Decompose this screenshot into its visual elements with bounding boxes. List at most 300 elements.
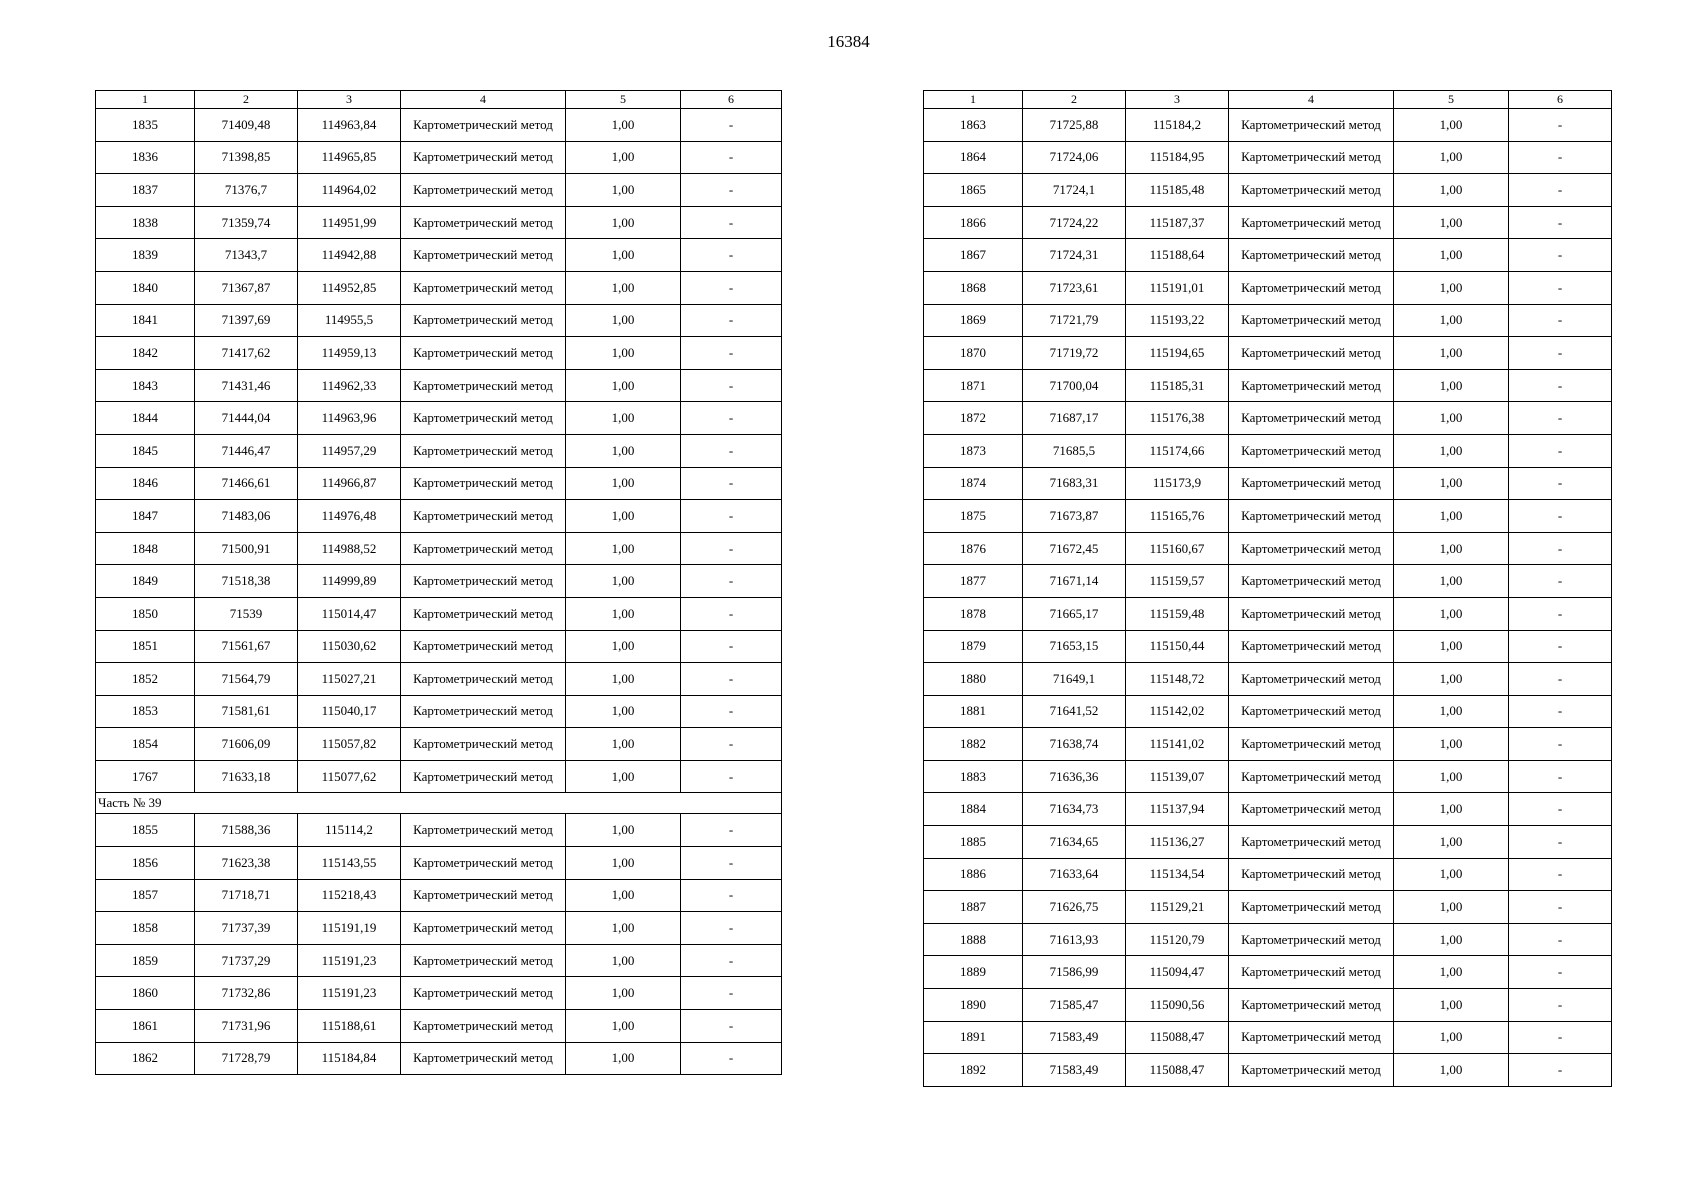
- note-cell: -: [1509, 923, 1612, 956]
- accuracy-cell: 1,00: [566, 728, 681, 761]
- note-cell: -: [681, 565, 782, 598]
- y-coordinate-cell: 114988,52: [298, 532, 401, 565]
- point-number-cell: 1878: [924, 597, 1023, 630]
- y-coordinate-cell: 115120,79: [1126, 923, 1229, 956]
- y-coordinate-cell: 114951,99: [298, 206, 401, 239]
- table-row: [96, 271, 782, 304]
- accuracy-cell: 1,00: [1394, 728, 1509, 761]
- x-coordinate-cell: 71732,86: [195, 977, 298, 1010]
- x-coordinate-cell: 71483,06: [195, 500, 298, 533]
- table-row: [96, 500, 782, 533]
- y-coordinate-cell: 114942,88: [298, 239, 401, 272]
- accuracy-cell: 1,00: [1394, 304, 1509, 337]
- method-cell: Картометрический метод: [1229, 239, 1394, 272]
- method-cell: Картометрический метод: [401, 500, 566, 533]
- table-row: [96, 814, 782, 847]
- accuracy-cell: 1,00: [566, 565, 681, 598]
- note-cell: -: [681, 500, 782, 533]
- accuracy-cell: 1,00: [1394, 695, 1509, 728]
- y-coordinate-cell: 115187,37: [1126, 206, 1229, 239]
- method-cell: Картометрический метод: [1229, 826, 1394, 859]
- accuracy-cell: 1,00: [566, 944, 681, 977]
- note-cell: -: [1509, 434, 1612, 467]
- x-coordinate-cell: 71687,17: [1023, 402, 1126, 435]
- accuracy-cell: 1,00: [1394, 109, 1509, 142]
- method-cell: Картометрический метод: [1229, 597, 1394, 630]
- page-number: 16384: [827, 32, 870, 51]
- accuracy-cell: 1,00: [566, 141, 681, 174]
- y-coordinate-cell: 114964,02: [298, 174, 401, 207]
- accuracy-cell: 1,00: [566, 109, 681, 142]
- method-cell: Картометрический метод: [1229, 695, 1394, 728]
- note-cell: -: [1509, 597, 1612, 630]
- y-coordinate-cell: 115027,21: [298, 663, 401, 696]
- table-row: [924, 597, 1612, 630]
- point-number-cell: 1883: [924, 760, 1023, 793]
- method-cell: Картометрический метод: [1229, 956, 1394, 989]
- note-cell: -: [1509, 891, 1612, 924]
- method-cell: Картометрический метод: [1229, 1021, 1394, 1054]
- note-cell: -: [681, 814, 782, 847]
- point-number-cell: 1858: [96, 912, 195, 945]
- y-coordinate-cell: 115191,19: [298, 912, 401, 945]
- accuracy-cell: 1,00: [1394, 402, 1509, 435]
- accuracy-cell: 1,00: [566, 369, 681, 402]
- method-cell: Картометрический метод: [1229, 271, 1394, 304]
- table-row: [924, 923, 1612, 956]
- note-cell: -: [1509, 109, 1612, 142]
- table-row: [924, 826, 1612, 859]
- y-coordinate-cell: 115191,23: [298, 944, 401, 977]
- table-row: [96, 402, 782, 435]
- accuracy-cell: 1,00: [566, 814, 681, 847]
- point-number-cell: 1882: [924, 728, 1023, 761]
- method-cell: Картометрический метод: [1229, 206, 1394, 239]
- note-cell: -: [681, 174, 782, 207]
- method-cell: Картометрический метод: [1229, 923, 1394, 956]
- point-number-cell: 1846: [96, 467, 195, 500]
- accuracy-cell: 1,00: [566, 532, 681, 565]
- x-coordinate-cell: 71633,18: [195, 760, 298, 793]
- table-row: [96, 434, 782, 467]
- method-cell: Картометрический метод: [401, 1010, 566, 1043]
- x-coordinate-cell: 71588,36: [195, 814, 298, 847]
- table-row: [924, 239, 1612, 272]
- note-cell: -: [1509, 728, 1612, 761]
- x-coordinate-cell: 71634,65: [1023, 826, 1126, 859]
- x-coordinate-cell: 71500,91: [195, 532, 298, 565]
- column-header: 6: [681, 91, 782, 109]
- note-cell: -: [1509, 402, 1612, 435]
- table-row: [96, 304, 782, 337]
- table-row: [96, 206, 782, 239]
- point-number-cell: 1839: [96, 239, 195, 272]
- note-cell: -: [1509, 858, 1612, 891]
- method-cell: Картометрический метод: [401, 847, 566, 880]
- table-row: [924, 141, 1612, 174]
- method-cell: Картометрический метод: [401, 630, 566, 663]
- accuracy-cell: 1,00: [1394, 141, 1509, 174]
- x-coordinate-cell: 71683,31: [1023, 467, 1126, 500]
- x-coordinate-cell: 71626,75: [1023, 891, 1126, 924]
- x-coordinate-cell: 71685,5: [1023, 434, 1126, 467]
- table-row: [924, 760, 1612, 793]
- x-coordinate-cell: 71638,74: [1023, 728, 1126, 761]
- y-coordinate-cell: 115040,17: [298, 695, 401, 728]
- x-coordinate-cell: 71581,61: [195, 695, 298, 728]
- table-row: [924, 271, 1612, 304]
- y-coordinate-cell: 115191,01: [1126, 271, 1229, 304]
- x-coordinate-cell: 71398,85: [195, 141, 298, 174]
- point-number-cell: 1863: [924, 109, 1023, 142]
- y-coordinate-cell: 115218,43: [298, 879, 401, 912]
- note-cell: -: [681, 304, 782, 337]
- method-cell: Картометрический метод: [401, 597, 566, 630]
- accuracy-cell: 1,00: [1394, 1054, 1509, 1087]
- y-coordinate-cell: 115188,64: [1126, 239, 1229, 272]
- table-row: [924, 434, 1612, 467]
- y-coordinate-cell: 115159,48: [1126, 597, 1229, 630]
- method-cell: Картометрический метод: [1229, 369, 1394, 402]
- point-number-cell: 1857: [96, 879, 195, 912]
- point-number-cell: 1848: [96, 532, 195, 565]
- table-row: [96, 565, 782, 598]
- point-number-cell: 1881: [924, 695, 1023, 728]
- y-coordinate-cell: 115139,07: [1126, 760, 1229, 793]
- table-row: [924, 109, 1612, 142]
- accuracy-cell: 1,00: [566, 174, 681, 207]
- accuracy-cell: 1,00: [566, 879, 681, 912]
- table-row: [96, 977, 782, 1010]
- accuracy-cell: 1,00: [1394, 467, 1509, 500]
- accuracy-cell: 1,00: [1394, 597, 1509, 630]
- note-cell: -: [1509, 695, 1612, 728]
- y-coordinate-cell: 115185,48: [1126, 174, 1229, 207]
- method-cell: Картометрический метод: [1229, 109, 1394, 142]
- note-cell: -: [681, 369, 782, 402]
- point-number-cell: 1837: [96, 174, 195, 207]
- method-cell: Картометрический метод: [401, 141, 566, 174]
- point-number-cell: 1859: [96, 944, 195, 977]
- y-coordinate-cell: 115193,22: [1126, 304, 1229, 337]
- point-number-cell: 1864: [924, 141, 1023, 174]
- x-coordinate-cell: 71623,38: [195, 847, 298, 880]
- accuracy-cell: 1,00: [1394, 923, 1509, 956]
- table-row: [924, 695, 1612, 728]
- y-coordinate-cell: 115188,61: [298, 1010, 401, 1043]
- point-number-cell: 1891: [924, 1021, 1023, 1054]
- table-header-row: [924, 91, 1612, 109]
- table-row: [924, 402, 1612, 435]
- accuracy-cell: 1,00: [1394, 174, 1509, 207]
- table-row: [96, 1010, 782, 1043]
- accuracy-cell: 1,00: [566, 760, 681, 793]
- table-row: [924, 337, 1612, 370]
- method-cell: Картометрический метод: [401, 304, 566, 337]
- method-cell: Картометрический метод: [401, 337, 566, 370]
- table-row: [924, 532, 1612, 565]
- method-cell: Картометрический метод: [1229, 663, 1394, 696]
- accuracy-cell: 1,00: [1394, 1021, 1509, 1054]
- point-number-cell: 1854: [96, 728, 195, 761]
- x-coordinate-cell: 71539: [195, 597, 298, 630]
- note-cell: -: [681, 663, 782, 696]
- x-coordinate-cell: 71376,7: [195, 174, 298, 207]
- point-number-cell: 1853: [96, 695, 195, 728]
- y-coordinate-cell: 114955,5: [298, 304, 401, 337]
- point-number-cell: 1866: [924, 206, 1023, 239]
- note-cell: -: [1509, 630, 1612, 663]
- note-cell: -: [1509, 826, 1612, 859]
- point-number-cell: 1867: [924, 239, 1023, 272]
- method-cell: Картометрический метод: [401, 174, 566, 207]
- method-cell: Картометрический метод: [401, 814, 566, 847]
- x-coordinate-cell: 71671,14: [1023, 565, 1126, 598]
- y-coordinate-cell: 114999,89: [298, 565, 401, 598]
- coordinates-table-left: [95, 90, 782, 1075]
- table-row: [96, 532, 782, 565]
- accuracy-cell: 1,00: [1394, 206, 1509, 239]
- y-coordinate-cell: 115184,2: [1126, 109, 1229, 142]
- column-header: 3: [298, 91, 401, 109]
- accuracy-cell: 1,00: [566, 206, 681, 239]
- method-cell: Картометрический метод: [401, 239, 566, 272]
- table-row: [96, 879, 782, 912]
- note-cell: -: [681, 402, 782, 435]
- point-number-cell: 1840: [96, 271, 195, 304]
- point-number-cell: 1892: [924, 1054, 1023, 1087]
- x-coordinate-cell: 71700,04: [1023, 369, 1126, 402]
- point-number-cell: 1885: [924, 826, 1023, 859]
- table-row: [924, 304, 1612, 337]
- method-cell: Картометрический метод: [1229, 402, 1394, 435]
- accuracy-cell: 1,00: [566, 500, 681, 533]
- x-coordinate-cell: 71724,22: [1023, 206, 1126, 239]
- note-cell: -: [1509, 532, 1612, 565]
- accuracy-cell: 1,00: [1394, 337, 1509, 370]
- method-cell: Картометрический метод: [1229, 467, 1394, 500]
- x-coordinate-cell: 71466,61: [195, 467, 298, 500]
- note-cell: -: [1509, 760, 1612, 793]
- point-number-cell: 1855: [96, 814, 195, 847]
- point-number-cell: 1861: [96, 1010, 195, 1043]
- accuracy-cell: 1,00: [1394, 826, 1509, 859]
- accuracy-cell: 1,00: [1394, 434, 1509, 467]
- y-coordinate-cell: 114963,84: [298, 109, 401, 142]
- point-number-cell: 1850: [96, 597, 195, 630]
- method-cell: Картометрический метод: [401, 1042, 566, 1075]
- method-cell: Картометрический метод: [1229, 728, 1394, 761]
- point-number-cell: 1842: [96, 337, 195, 370]
- x-coordinate-cell: 71672,45: [1023, 532, 1126, 565]
- y-coordinate-cell: 115057,82: [298, 728, 401, 761]
- x-coordinate-cell: 71731,96: [195, 1010, 298, 1043]
- x-coordinate-cell: 71724,1: [1023, 174, 1126, 207]
- x-coordinate-cell: 71737,29: [195, 944, 298, 977]
- x-coordinate-cell: 71583,49: [1023, 1054, 1126, 1087]
- x-coordinate-cell: 71564,79: [195, 663, 298, 696]
- note-cell: -: [1509, 239, 1612, 272]
- point-number-cell: 1838: [96, 206, 195, 239]
- y-coordinate-cell: 115137,94: [1126, 793, 1229, 826]
- y-coordinate-cell: 114966,87: [298, 467, 401, 500]
- accuracy-cell: 1,00: [1394, 532, 1509, 565]
- note-cell: -: [1509, 271, 1612, 304]
- note-cell: -: [681, 630, 782, 663]
- method-cell: Картометрический метод: [401, 663, 566, 696]
- y-coordinate-cell: 115014,47: [298, 597, 401, 630]
- point-number-cell: 1845: [96, 434, 195, 467]
- y-coordinate-cell: 115143,55: [298, 847, 401, 880]
- table-row: [924, 793, 1612, 826]
- x-coordinate-cell: 71586,99: [1023, 956, 1126, 989]
- method-cell: Картометрический метод: [1229, 793, 1394, 826]
- table-row: [924, 174, 1612, 207]
- table-row: [96, 369, 782, 402]
- accuracy-cell: 1,00: [1394, 630, 1509, 663]
- note-cell: -: [681, 337, 782, 370]
- y-coordinate-cell: 114963,96: [298, 402, 401, 435]
- method-cell: Картометрический метод: [1229, 434, 1394, 467]
- x-coordinate-cell: 71367,87: [195, 271, 298, 304]
- point-number-cell: 1852: [96, 663, 195, 696]
- method-cell: Картометрический метод: [401, 369, 566, 402]
- table-row: [924, 630, 1612, 663]
- column-header: 2: [195, 91, 298, 109]
- method-cell: Картометрический метод: [401, 944, 566, 977]
- accuracy-cell: 1,00: [566, 239, 681, 272]
- table-row: [96, 630, 782, 663]
- table-row: [96, 597, 782, 630]
- table-row: [924, 891, 1612, 924]
- x-coordinate-cell: 71641,52: [1023, 695, 1126, 728]
- table-header-row: [96, 91, 782, 109]
- method-cell: Картометрический метод: [401, 402, 566, 435]
- y-coordinate-cell: 115160,67: [1126, 532, 1229, 565]
- x-coordinate-cell: 71724,31: [1023, 239, 1126, 272]
- y-coordinate-cell: 115088,47: [1126, 1054, 1229, 1087]
- accuracy-cell: 1,00: [1394, 989, 1509, 1022]
- method-cell: Картометрический метод: [401, 467, 566, 500]
- x-coordinate-cell: 71649,1: [1023, 663, 1126, 696]
- point-number-cell: 1868: [924, 271, 1023, 304]
- point-number-cell: 1847: [96, 500, 195, 533]
- note-cell: -: [681, 1010, 782, 1043]
- point-number-cell: 1890: [924, 989, 1023, 1022]
- accuracy-cell: 1,00: [1394, 858, 1509, 891]
- table-row: [924, 858, 1612, 891]
- y-coordinate-cell: 115141,02: [1126, 728, 1229, 761]
- table-row: [924, 369, 1612, 402]
- point-number-cell: 1836: [96, 141, 195, 174]
- method-cell: Картометрический метод: [401, 271, 566, 304]
- x-coordinate-cell: 71724,06: [1023, 141, 1126, 174]
- table-row: [924, 989, 1612, 1022]
- column-header: 1: [924, 91, 1023, 109]
- note-cell: -: [1509, 141, 1612, 174]
- note-cell: -: [681, 467, 782, 500]
- x-coordinate-cell: 71728,79: [195, 1042, 298, 1075]
- note-cell: -: [1509, 1054, 1612, 1087]
- table-row: [924, 467, 1612, 500]
- column-header: 2: [1023, 91, 1126, 109]
- accuracy-cell: 1,00: [566, 977, 681, 1010]
- y-coordinate-cell: 115094,47: [1126, 956, 1229, 989]
- note-cell: -: [681, 728, 782, 761]
- y-coordinate-cell: 115165,76: [1126, 500, 1229, 533]
- note-cell: -: [681, 141, 782, 174]
- table-row: [924, 728, 1612, 761]
- note-cell: -: [681, 532, 782, 565]
- note-cell: -: [1509, 369, 1612, 402]
- point-number-cell: 1877: [924, 565, 1023, 598]
- accuracy-cell: 1,00: [566, 630, 681, 663]
- y-coordinate-cell: 115148,72: [1126, 663, 1229, 696]
- note-cell: -: [1509, 174, 1612, 207]
- method-cell: Картометрический метод: [401, 434, 566, 467]
- point-number-cell: 1841: [96, 304, 195, 337]
- accuracy-cell: 1,00: [1394, 760, 1509, 793]
- y-coordinate-cell: 115088,47: [1126, 1021, 1229, 1054]
- accuracy-cell: 1,00: [566, 847, 681, 880]
- part-label-row: [96, 793, 782, 814]
- accuracy-cell: 1,00: [566, 912, 681, 945]
- method-cell: Картометрический метод: [1229, 141, 1394, 174]
- table-row: [924, 565, 1612, 598]
- table-row: [924, 1054, 1612, 1087]
- note-cell: -: [681, 206, 782, 239]
- method-cell: Картометрический метод: [1229, 304, 1394, 337]
- table-row: [96, 847, 782, 880]
- x-coordinate-cell: 71518,38: [195, 565, 298, 598]
- x-coordinate-cell: 71431,46: [195, 369, 298, 402]
- column-header: 5: [1394, 91, 1509, 109]
- x-coordinate-cell: 71725,88: [1023, 109, 1126, 142]
- column-header: 3: [1126, 91, 1229, 109]
- point-number-cell: 1869: [924, 304, 1023, 337]
- accuracy-cell: 1,00: [1394, 239, 1509, 272]
- y-coordinate-cell: 115184,84: [298, 1042, 401, 1075]
- x-coordinate-cell: 71583,49: [1023, 1021, 1126, 1054]
- table-row: [96, 728, 782, 761]
- point-number-cell: 1876: [924, 532, 1023, 565]
- note-cell: -: [1509, 467, 1612, 500]
- x-coordinate-cell: 71409,48: [195, 109, 298, 142]
- accuracy-cell: 1,00: [566, 597, 681, 630]
- accuracy-cell: 1,00: [1394, 891, 1509, 924]
- note-cell: -: [681, 695, 782, 728]
- point-number-cell: 1887: [924, 891, 1023, 924]
- accuracy-cell: 1,00: [1394, 500, 1509, 533]
- point-number-cell: 1870: [924, 337, 1023, 370]
- point-number-cell: 1835: [96, 109, 195, 142]
- point-number-cell: 1875: [924, 500, 1023, 533]
- note-cell: -: [681, 879, 782, 912]
- y-coordinate-cell: 115159,57: [1126, 565, 1229, 598]
- table-row: [96, 174, 782, 207]
- accuracy-cell: 1,00: [566, 337, 681, 370]
- accuracy-cell: 1,00: [566, 663, 681, 696]
- y-coordinate-cell: 115174,66: [1126, 434, 1229, 467]
- point-number-cell: 1888: [924, 923, 1023, 956]
- point-number-cell: 1880: [924, 663, 1023, 696]
- table-row: [96, 141, 782, 174]
- accuracy-cell: 1,00: [566, 1010, 681, 1043]
- x-coordinate-cell: 71723,61: [1023, 271, 1126, 304]
- x-coordinate-cell: 71718,71: [195, 879, 298, 912]
- note-cell: -: [681, 847, 782, 880]
- y-coordinate-cell: 115136,27: [1126, 826, 1229, 859]
